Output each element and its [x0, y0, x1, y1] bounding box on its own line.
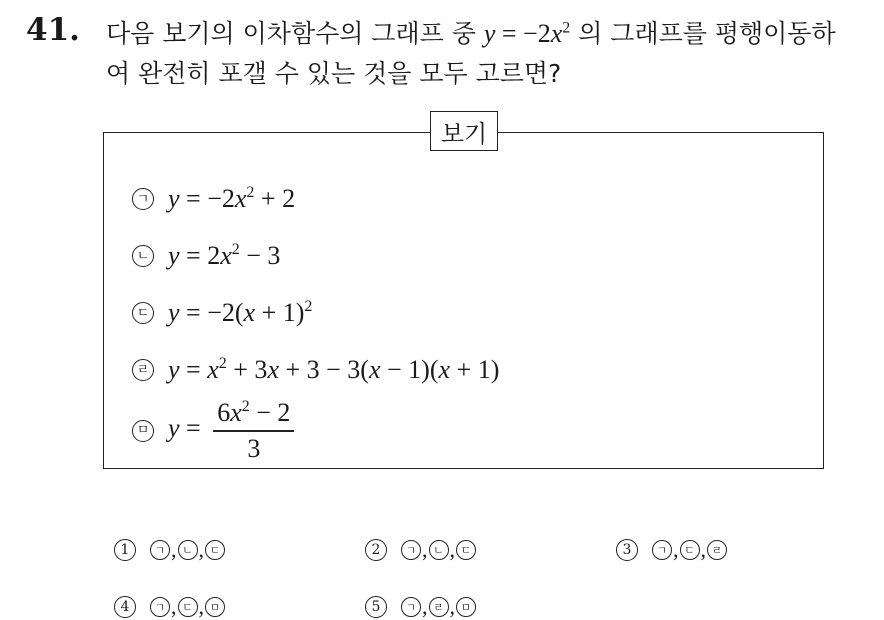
expression: $y = -2(x + 1)^2$ — [168, 298, 313, 327]
fraction — [213, 398, 294, 464]
circled-mark: ㄷ — [456, 540, 476, 560]
circled-mark: ㄷ — [132, 302, 154, 324]
example-item-4 — [132, 355, 499, 385]
circled-mark: ㅁ — [205, 597, 225, 617]
circled-mark: ㄹ — [132, 359, 154, 381]
fraction-denominator: 3 — [247, 433, 261, 463]
question-text-part: 다음 보기의 이차함수의 그래프 중 — [106, 19, 484, 48]
example-item-5 — [132, 398, 294, 464]
math-var-x: x — [550, 19, 563, 48]
choice-number: 5 — [365, 596, 387, 618]
math-exponent: 2 — [562, 19, 571, 37]
expression: $y = 2x^2 - 3$ — [168, 241, 281, 270]
circled-mark: ㅁ — [132, 420, 154, 442]
circled-mark: ㄷ — [205, 540, 225, 560]
circled-mark: ㄱ — [132, 188, 154, 210]
circled-mark: ㄹ — [707, 540, 727, 560]
choice-number: 3 — [616, 539, 638, 561]
choice-3[interactable]: 3 ㄱ , ㄷ , ㄹ — [616, 537, 727, 563]
example-item-2 — [132, 241, 280, 271]
question-text-part: 의 그래프를 평행이동하 — [570, 19, 836, 48]
circled-mark: ㄴ — [132, 245, 154, 267]
expression: $y = -2x^2 + 2$ — [168, 184, 296, 213]
circled-mark: ㄷ — [178, 597, 198, 617]
choice-number: 4 — [114, 596, 136, 618]
circled-mark: ㄷ — [680, 540, 700, 560]
circled-mark: ㄱ — [401, 540, 421, 560]
circled-mark: ㄱ — [150, 540, 170, 560]
choice-5[interactable]: 5 ㄱ , ㄹ , ㅁ — [365, 594, 476, 620]
circled-mark: ㄹ — [429, 597, 449, 617]
choice-1[interactable]: 1 ㄱ , ㄴ , ㄷ — [114, 537, 225, 563]
circled-mark: ㄴ — [178, 540, 198, 560]
expression: y = $\frac{6x^2 - 2}{3}$ — [168, 398, 294, 464]
math-var-y: y — [483, 19, 496, 48]
circled-mark: ㄱ — [150, 597, 170, 617]
circled-mark: ㅁ — [456, 597, 476, 617]
circled-mark: ㄱ — [401, 597, 421, 617]
math-text: = −2 — [495, 19, 551, 48]
fraction-numerator: $6x^2 - 2$ — [217, 398, 291, 427]
example-box-title: 보기 — [430, 111, 498, 151]
circled-mark: ㄴ — [429, 540, 449, 560]
expression: $y = x^2 + 3x + 3 - 3(x - 1)(x + 1)$ — [168, 355, 500, 384]
choice-2[interactable]: 2 ㄱ , ㄴ , ㄷ — [365, 537, 476, 563]
example-item-1 — [132, 184, 295, 214]
circled-mark: ㄱ — [652, 540, 672, 560]
question-text-line-1 — [106, 14, 836, 50]
choice-number: 1 — [114, 539, 136, 561]
question-text-line-2: 여 완전히 포갤 수 있는 것을 모두 고르면? — [106, 59, 562, 88]
choice-4[interactable]: 4 ㄱ , ㄷ , ㅁ — [114, 594, 225, 620]
question-number: 41. — [26, 12, 80, 48]
choice-number: 2 — [365, 539, 387, 561]
example-item-3 — [132, 298, 312, 328]
